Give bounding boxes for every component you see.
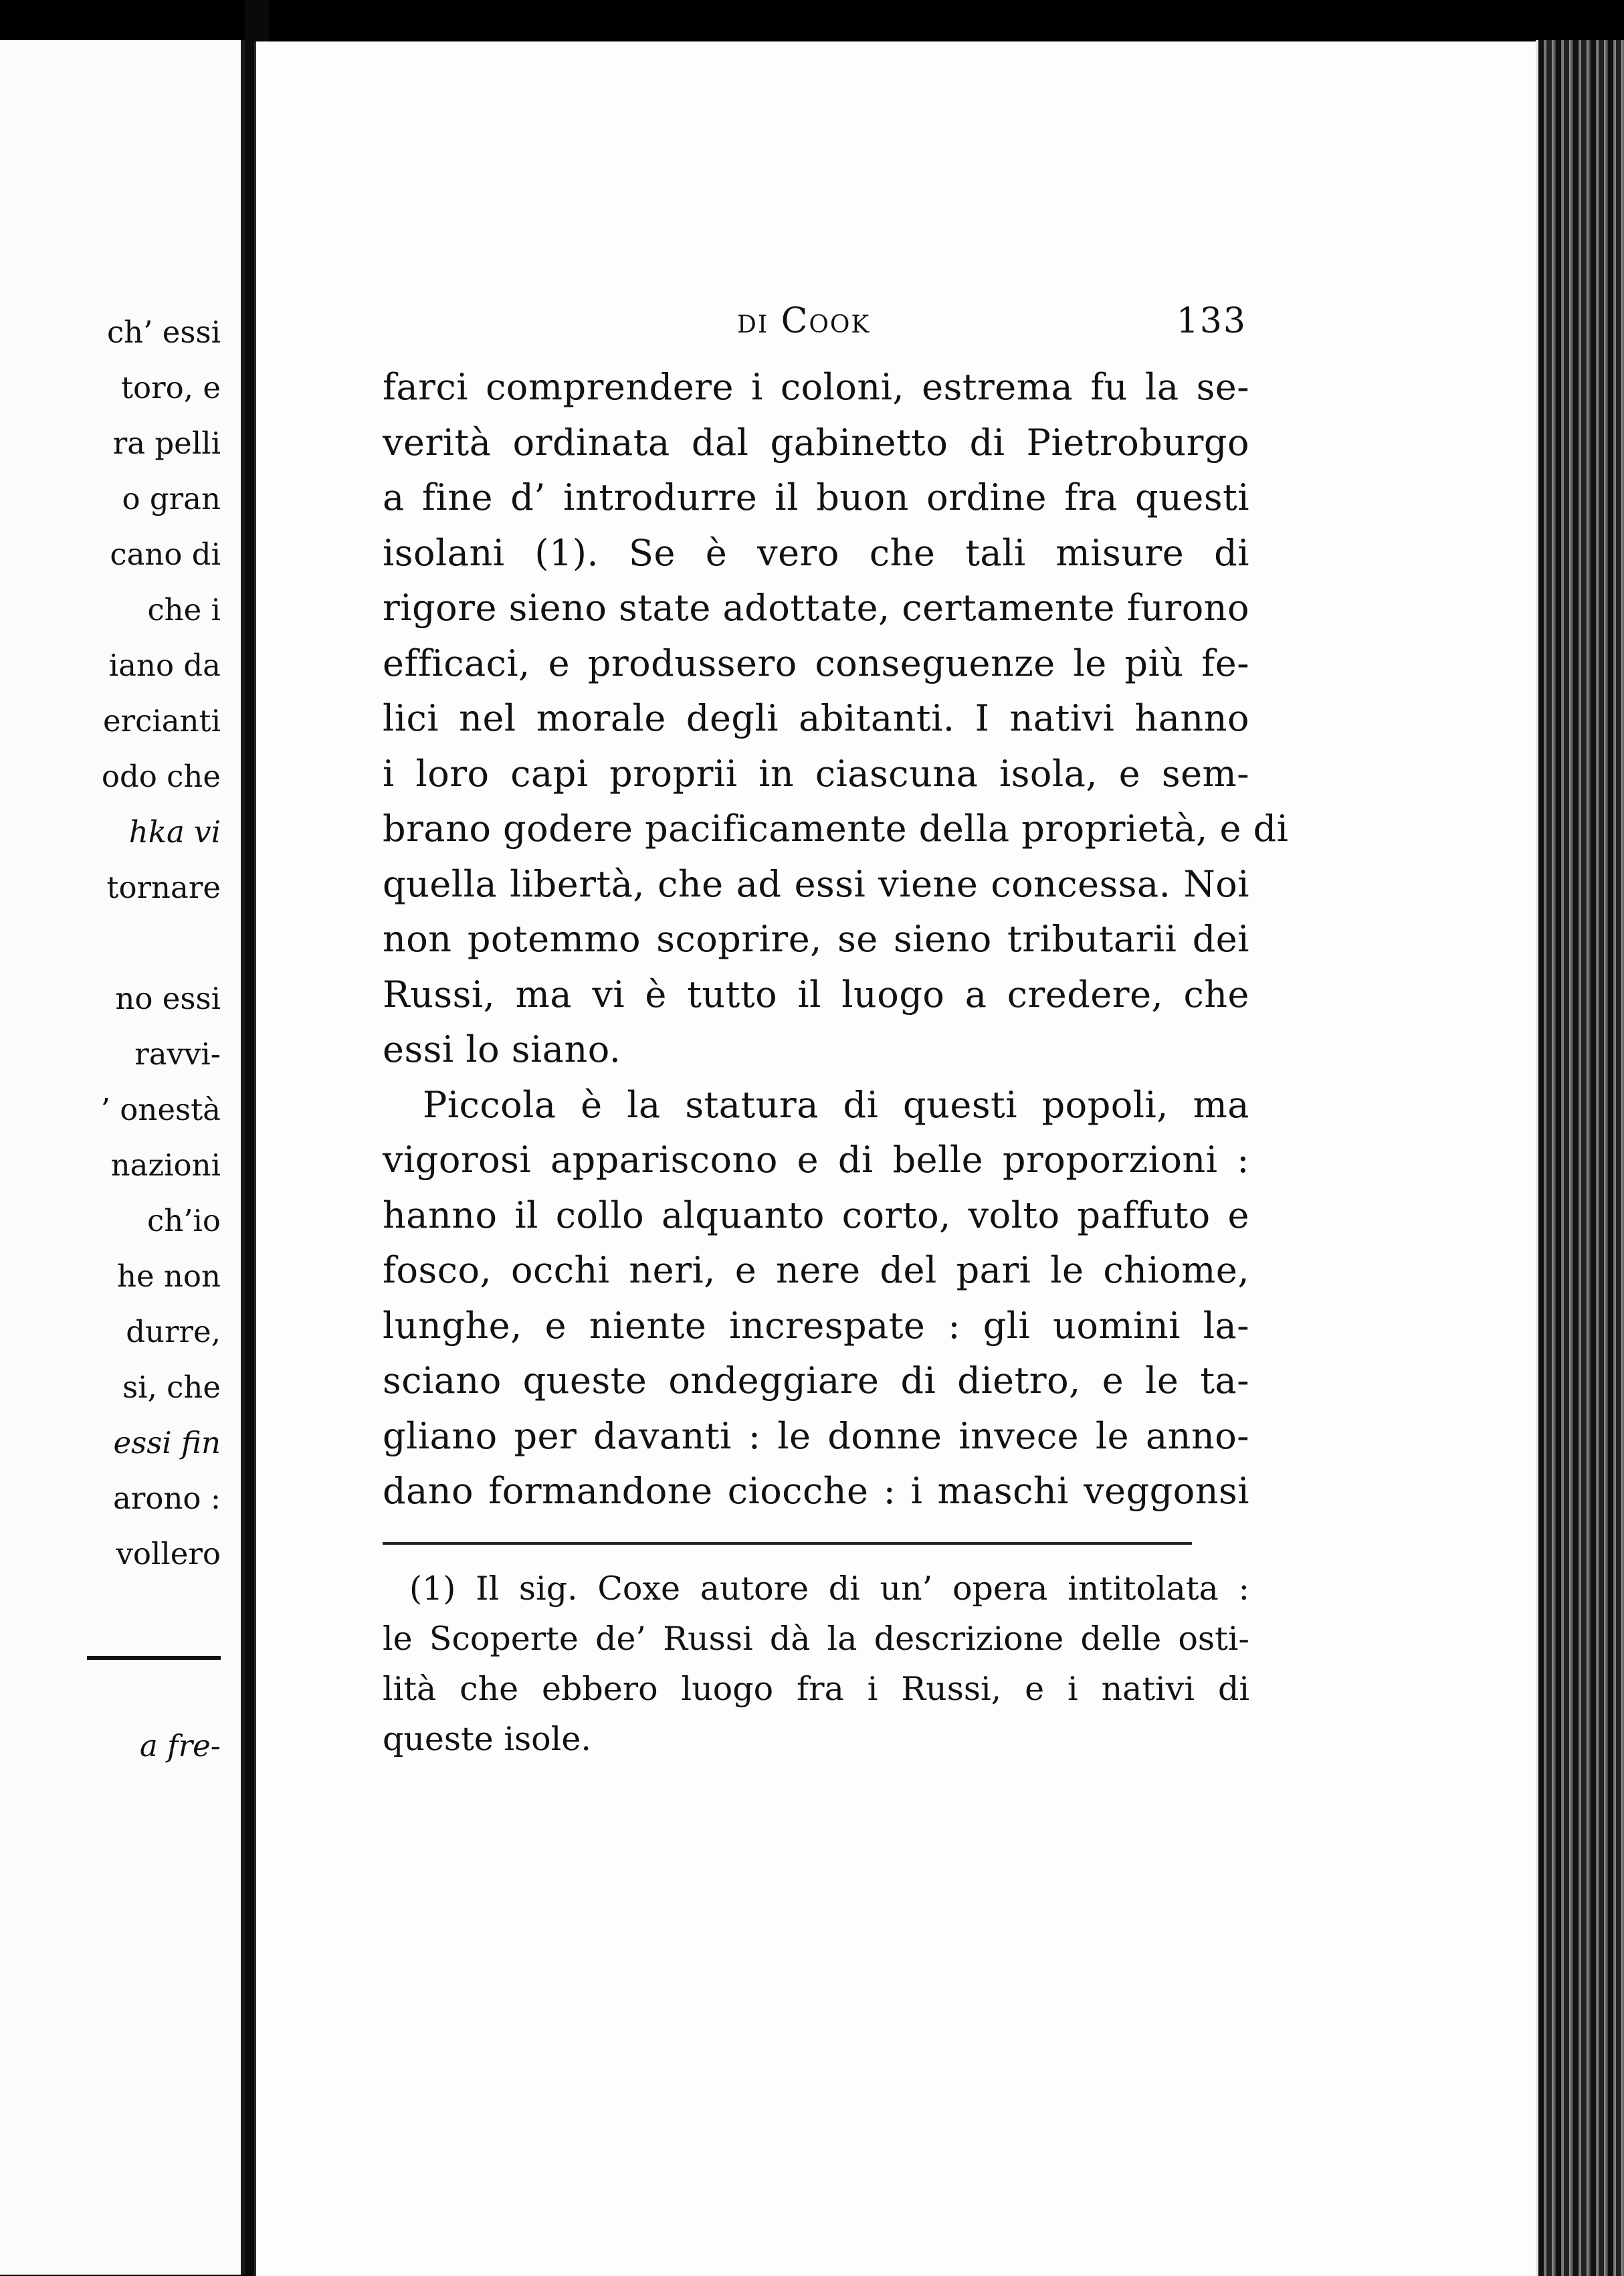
body-line: farci comprendere i coloni, estrema fu la se- [383,366,1249,408]
left-page-line: hka vi [128,814,221,850]
left-facing-page [0,40,245,2275]
body-line: lici nel morale degli abitanti. I nativi hanno [383,697,1249,739]
left-page-line: ra pelli [112,425,221,461]
left-page-line: iano da [108,648,221,683]
left-page-line: durre, [126,1314,221,1349]
left-page-line: ch’io [147,1203,221,1238]
body-line: lunghe, e niente increspate : gli uomini la- [383,1304,1249,1347]
body-line: verità ordinata dal gabinetto di Pietroburgo [383,421,1249,464]
body-line: efficaci, e produssero conseguenze le più fe- [383,642,1249,684]
left-page-line: ’ onestà [100,1092,221,1127]
body-line: dano formandone ciocche : i maschi veggonsi [383,1470,1249,1512]
body-line: quella libertà, che ad essi viene concessa. Noi [383,862,1249,905]
left-page-line: cano di [110,537,221,572]
left-page-line: ravvi- [134,1036,221,1072]
body-line: isolani (1). Se è vero che tali misure di [383,531,1249,574]
left-page-line: ch’ essi [106,314,221,350]
left-page-line: he non [117,1258,221,1294]
left-page-line: vollero [116,1536,221,1572]
footnote-rule [383,1542,1192,1545]
left-page-line: o gran [122,481,221,516]
left-page-line: no essi [115,981,221,1016]
left-footnote-rule [87,1656,221,1660]
body-line: fosco, occhi neri, e nere del pari le chiome, [383,1249,1249,1291]
body-line: gliano per davanti : le donne invece le anno- [383,1414,1249,1457]
left-page-line: ercianti [102,703,221,739]
left-page-line: essi fin [113,1425,221,1460]
body-line: rigore sieno state adottate, certamente furono [383,587,1249,629]
running-head-title: di Cook [737,301,871,341]
body-line: a fine d’ introdurre il buon ordine fra questi [383,476,1249,518]
page-edges-stack [1538,40,1624,2276]
body-text [383,360,1289,1519]
body-line: Russi, ma vi è tutto il luogo a credere, che [383,973,1249,1016]
left-page-line: odo che [101,759,221,794]
left-page-line: tornare [106,870,221,905]
page-number: 133 [1176,301,1247,341]
footnote-line: le Scoperte de’ Russi dà la descrizione delle osti- [383,1619,1249,1658]
body-line: essi lo siano. [383,1028,621,1070]
body-line: i loro capi proprii in ciascuna isola, e sem- [383,752,1249,795]
left-page-line: toro, e [120,370,221,405]
footnote-line: queste isole. [383,1719,591,1758]
left-page-line: si, che [122,1369,221,1405]
left-page-line: che i [147,592,221,628]
body-line: vigorosi appariscono e di belle proporzioni : [383,1139,1249,1181]
left-catchword: a fre- [139,1728,221,1764]
left-page-line: nazioni [110,1147,221,1183]
footnote-line: (1) Il sig. Coxe autore di un’ opera intitolata : [409,1569,1249,1608]
right-page-text-block [383,286,1289,1764]
body-line: Piccola è la statura di questi popoli, ma [423,1083,1249,1126]
footnote [383,1563,1249,1764]
body-line: sciano queste ondeggiare di dietro, e le ta- [383,1359,1249,1402]
body-line: hanno il collo alquanto corto, volto paffuto e [383,1194,1249,1236]
body-line: brano godere pacificamente della proprietà, e di [383,808,1289,850]
running-head [383,286,1249,360]
footnote-line: lità che ebbero luogo fra i Russi, e i nativi di [383,1669,1249,1708]
left-page-line: arono : [113,1481,221,1516]
body-line: non potemmo scoprire, se sieno tributarii dei [383,918,1249,960]
